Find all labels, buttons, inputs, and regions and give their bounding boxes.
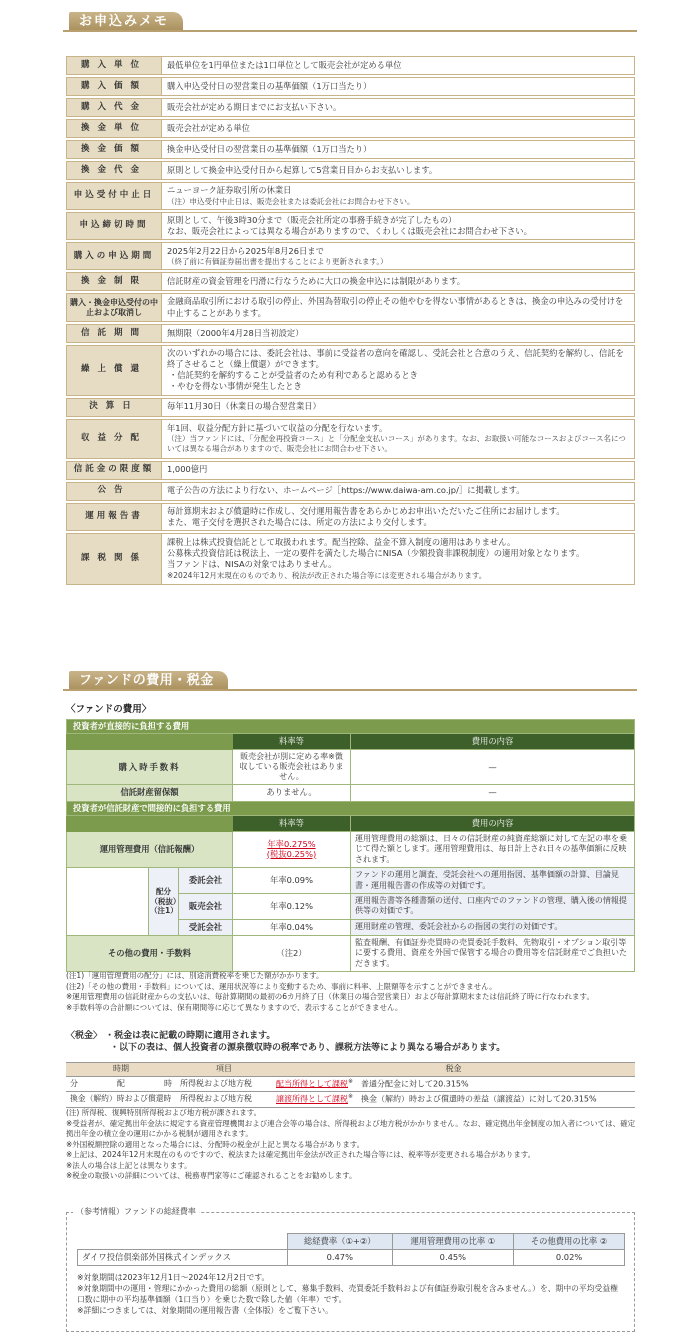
- tax-time: 分配時: [66, 1076, 176, 1091]
- tax-note: (注) 所得税、復興特別所得税および地方税が課されます。: [66, 1108, 262, 1117]
- section-underline: [63, 689, 637, 691]
- memo-value: [161, 182, 635, 210]
- tax-intro-2: ・以下の表は、個人投資者の源泉徴収時の税率であり、課税方法等により異なる場合があります。: [110, 1043, 506, 1054]
- memo-line: 公募株式投資信託は税法上、一定の要件を満たした場合にNISA（少額投資非課税制度）の適用対象となります。: [167, 548, 585, 559]
- tax-item: 所得税および地方税: [176, 1092, 272, 1107]
- memo-key: 購入代金: [66, 98, 161, 117]
- memo-line: ・信託契約を解約することが受益者のため有利であると認めるとき: [169, 370, 418, 381]
- tax-note: ※受益者が、確定拠出年金法に規定する資産管理機関および連合会等の場合は、所得税および地方税がかかりません。なお、確定拠出年金制度の加入者については、確定拠出年金の積立金の運用にかかる税制が適用されます。: [66, 1118, 636, 1138]
- reference-title: （参考情報）ファンドの総経費率: [73, 1207, 199, 1218]
- col-content: 費用の内容: [351, 815, 635, 831]
- memo-key: 購入・換金申込受付の中止および取消し: [66, 293, 161, 321]
- tax-item: 所得税および地方税: [176, 1076, 272, 1091]
- fees-heading: 〈ファンドの費用〉: [66, 704, 152, 715]
- tax-note: ※税金の取扱いの詳細については、税務専門家等にご確認されることをお勧めします。: [66, 1171, 357, 1180]
- alloc-label: 配分（税抜）（注1）: [149, 868, 179, 936]
- alloc-label-seller: 販売会社: [179, 893, 233, 919]
- memo-key: 公告: [66, 482, 161, 501]
- alloc-content-trustee: 運用財産の管理、委託会社からの指図の実行の対価です。: [351, 919, 635, 935]
- fee-group-direct: 投資者が直接的に負担する費用: [67, 720, 635, 734]
- memo-row: [66, 212, 635, 240]
- retention-label: 信託財産留保額: [67, 785, 233, 801]
- retention-rate: ありません。: [233, 785, 351, 801]
- memo-line: 無期限（2000年4月28日当初設定）: [167, 327, 304, 338]
- memo-key: 申込受付中止日: [66, 182, 161, 210]
- memo-note: ※2024年12月末現在のものであり、税法が改正された場合等には変更される場合があります。: [167, 570, 487, 580]
- memo-line: 2025年2月22日から2025年8月26日まで: [167, 245, 324, 256]
- tax-table: [66, 1062, 635, 1108]
- memo-line: 年1回、収益分配方針に基づいて収益の分配を行ないます。: [167, 422, 388, 433]
- tax-note: ※法人の場合は上記とは異なります。: [66, 1160, 192, 1170]
- memo-note: （終了前に有価証券届出書を提出することにより更新されます。）: [167, 256, 388, 266]
- memo-line: 金融商品取引所における取引の停止、外国為替取引の停止その他やむを得ない事情があるときは、換金の申込みの受付けを中止することがあります。: [167, 296, 624, 318]
- other-fee-rate: （注2）: [233, 935, 351, 971]
- section-header-memo: [63, 10, 637, 32]
- memo-line: 電子公告の方法により行ない、ホームページ［https://www.daiwa-am.co.jp/］に掲載します。: [167, 485, 525, 496]
- alloc-content-trustor: ファンドの運用と調査、受託会社への運用指図、基準価額の計算、目論見書・運用報告書の作成等の対価です。: [351, 868, 635, 894]
- memo-row: [66, 242, 635, 270]
- section-title-memo: お申込みメモ: [69, 12, 183, 32]
- tax-type: 譲渡所得として課税: [276, 1094, 348, 1104]
- retention-content: —: [351, 785, 635, 801]
- tax-notes: [66, 1108, 636, 1182]
- fee-note: (注2)「その他の費用・手数料」については、運用状況等により変動するため、事前に料率、上限額等を示すことができません。: [66, 981, 497, 991]
- memo-key: 課税関係: [66, 533, 161, 585]
- tax-heading: 〈税金〉: [66, 1031, 103, 1041]
- memo-key: 換金代金: [66, 161, 161, 180]
- tax-note: ※外国税額控除の適用となった場合には、分配時の税金が上記と異なる場合があります。: [66, 1139, 365, 1149]
- memo-key: 購入の申込期間: [66, 242, 161, 270]
- alloc-content-seller: 運用報告書等各種書類の送付、口座内でのファンドの管理、購入後の情報提供等の対価です。: [351, 893, 635, 919]
- expense-ratio-table: [77, 1233, 625, 1266]
- mgmt-rate-ex-tax: (税抜0.25%): [266, 848, 317, 859]
- memo-row: [66, 140, 635, 159]
- fee-group-indirect: 投資者が信託財産で間接的に負担する費用: [67, 801, 635, 815]
- memo-line: 原則として換金申込受付日から起算して5営業日目からお支払いします。: [167, 164, 438, 175]
- col-content: 費用の内容: [351, 734, 635, 750]
- reference-box: [66, 1207, 635, 1332]
- memo-line: 原則として、午後3時30分まで（販売会社所定の事務手続きが完了したもの）: [167, 215, 457, 225]
- col-rate: 料率等: [233, 815, 351, 831]
- memo-key: 収益分配: [66, 419, 161, 459]
- tax-time: 換金（解約）時および償還時: [66, 1092, 176, 1107]
- memo-row: [66, 398, 635, 417]
- memo-line: なお、販売会社によっては異なる場合がありますので、くわしくは販売会社にお問合わせ下さい。: [167, 226, 532, 237]
- ref-note: ※対象期間中の運用・管理にかかった費用の総額（原則として、募集手数料、売買委託手数料および有価証券取引税を含みません。）を、期中の平均受益権口数に期中の平均基準価額（1口当り）を乗じた数で除した値（年率）です。: [77, 1283, 618, 1304]
- alloc-label-trustee: 受託会社: [179, 919, 233, 935]
- memo-row: [66, 533, 635, 585]
- memo-key: 購入単位: [66, 56, 161, 75]
- memo-line: 換金申込受付日の翌営業日の基準価額（1万口当たり）: [167, 143, 372, 154]
- mgmt-rate: 年率0.275%: [267, 838, 316, 849]
- fee-table: [66, 719, 635, 972]
- section-underline: [63, 30, 637, 32]
- tax-note: ※上記は、2024年12月末現在のものですので、税法または確定拠出年金法が改正された場合等には、税率等が変更される場合があります。: [66, 1150, 536, 1159]
- memo-line: 販売会社が定める単位: [167, 122, 250, 133]
- memo-value: [161, 482, 635, 501]
- memo-key: 換金価額: [66, 140, 161, 159]
- memo-line: 販売会社が定める期日までにお支払い下さい。: [167, 101, 342, 112]
- memo-value: [161, 345, 635, 396]
- memo-key: 繰上償還: [66, 345, 161, 396]
- memo-row: [66, 272, 635, 291]
- memo-line: ・やむを得ない事情が発生したとき: [169, 381, 302, 392]
- memo-value: [161, 533, 635, 585]
- mgmt-content: 運用管理費用の総額は、日々の信託財産の純資産総額に対して左記の率を乗じて得た額とします。運用管理費用は、毎日計上され日々の基準価額に反映されます。: [351, 831, 635, 867]
- ratio-col-mgmt: 運用管理費用の比率 ①: [392, 1234, 514, 1250]
- memo-line: ニューヨーク証券取引所の休業日: [167, 185, 292, 196]
- memo-line: 信託財産の資金管理を円滑に行なうために大口の換金申込には制限があります。: [167, 276, 466, 287]
- memo-line: 課税上は株式投資信託として取扱われます。配当控除、益金不算入制度の適用はありません。: [167, 537, 516, 548]
- table-row: [66, 1092, 635, 1107]
- memo-value: [161, 503, 635, 531]
- ratio-other: 0.02%: [514, 1250, 625, 1266]
- tax-sup: ※: [348, 1077, 354, 1085]
- memo-row: [66, 461, 635, 480]
- memo-line: 最低単位を1円単位または1口単位として販売会社が定める単位: [167, 59, 402, 70]
- memo-value: [161, 272, 635, 291]
- memo-key: 換金単位: [66, 119, 161, 138]
- memo-line: 1,000億円: [167, 464, 208, 475]
- memo-row: [66, 161, 635, 180]
- ratio-col-total: 総経費率（①+②）: [288, 1234, 393, 1250]
- ref-note: ※対象期間は2023年12月1日～2024年12月2日です。: [77, 1273, 270, 1282]
- tax-intro-1: ・税金は表に記載の時期に適用されます。: [105, 1031, 276, 1041]
- memo-key: 購入価額: [66, 77, 161, 96]
- memo-row: [66, 77, 635, 96]
- memo-value: [161, 98, 635, 117]
- purchase-fee-label: 購入時手数料: [67, 750, 233, 785]
- memo-row: [66, 324, 635, 343]
- memo-row: [66, 56, 635, 75]
- tax-desc: 普通分配金に対して20.315%: [361, 1079, 469, 1089]
- memo-value: [161, 324, 635, 343]
- table-row: [66, 1076, 635, 1091]
- ratio-col-other: その他費用の比率 ②: [514, 1234, 625, 1250]
- memo-value: [161, 242, 635, 270]
- memo-row: [66, 503, 635, 531]
- memo-key: 信託期間: [66, 324, 161, 343]
- tax-type: 配当所得として課税: [276, 1079, 348, 1089]
- tax-sup: ※: [348, 1093, 354, 1101]
- memo-line: 毎年11月30日（休業日の場合翌営業日）: [167, 401, 321, 412]
- memo-line: 毎計算期末および償還時に作成し、交付運用報告書をあらかじめお申出いただいたご住所にお届けします。: [167, 505, 565, 516]
- ref-notes: [77, 1273, 625, 1317]
- purchase-fee-content: —: [351, 750, 635, 785]
- ratio-mgmt: 0.45%: [392, 1250, 514, 1266]
- fee-note: (注1)「運用管理費用の配分」には、別途消費税率を乗じた額がかかります。: [66, 971, 324, 980]
- ratio-total: 0.47%: [288, 1250, 393, 1266]
- purchase-fee-rate: 販売会社が別に定める率※徴収している販売会社はありません。: [233, 750, 351, 785]
- memo-value: [161, 461, 635, 480]
- memo-line: また、電子交付を選択された場合には、所定の方法により交付します。: [167, 516, 432, 527]
- alloc-rate-seller: 年率0.12%: [233, 893, 351, 919]
- memo-value: [161, 119, 635, 138]
- fee-note: ※運用管理費用の信託財産からの支払いは、毎計算期間の最初の6カ月終了日（休業日の場合翌営業日）および毎計算期末または信託終了時に行なわれます。: [66, 992, 594, 1001]
- memo-value: [161, 140, 635, 159]
- memo-line: 購入申込受付日の翌営業日の基準価額（1万口当たり）: [167, 80, 372, 91]
- memo-value: [161, 419, 635, 459]
- memo-row: [66, 419, 635, 459]
- table-row: [78, 1250, 625, 1266]
- tax-col-tax: 税金: [272, 1063, 635, 1077]
- memo-key: 申込締切時間: [66, 212, 161, 240]
- fee-note: ※手数料等の合計額については、保有期間等に応じて異なりますので、表示することができません。: [66, 1002, 403, 1012]
- tax-intro: [66, 1030, 636, 1054]
- memo-note: （注）申込受付中止日は、販売会社または委託会社にお問合わせ下さい。: [167, 196, 415, 206]
- tax-col-time: 時期: [66, 1063, 176, 1077]
- memo-row: [66, 482, 635, 501]
- memo-value: [161, 56, 635, 75]
- memo-row: [66, 345, 635, 396]
- tax-desc: 換金（解約）時および償還時の差益（譲渡益）に対して20.315%: [361, 1094, 597, 1104]
- memo-row: [66, 98, 635, 117]
- memo-note: （注）当ファンドには、「分配金再投資コース」と「分配金支払いコース」があります。なお、お取扱い可能なコースおよびコース名については異なる場合がありますので、販売会社にお問合わせ下さい。: [167, 433, 626, 454]
- memo-row: [66, 293, 635, 321]
- alloc-rate-trustee: 年率0.04%: [233, 919, 351, 935]
- mgmt-label: 運用管理費用（信託報酬）: [67, 831, 233, 867]
- ref-note: ※詳細につきましては、対象期間の運用報告書（全体版）をご覧下さい。: [77, 1305, 333, 1315]
- memo-key: 決算日: [66, 398, 161, 417]
- alloc-label-trustor: 委託会社: [179, 868, 233, 894]
- memo-key: 運用報告書: [66, 503, 161, 531]
- memo-value: [161, 161, 635, 180]
- memo-line: 次のいずれかの場合には、委託会社は、事前に受益者の意向を確認し、受託会社と合意のうえ、信託契約を解約し、信託を終了させること（繰上償還）ができます。: [167, 347, 624, 369]
- memo-key: 信託金の限度額: [66, 461, 161, 480]
- memo-value: [161, 212, 635, 240]
- ratio-fund-name: ダイワ投信倶楽部外国株式インデックス: [78, 1250, 288, 1266]
- alloc-rate-trustor: 年率0.09%: [233, 868, 351, 894]
- memo-value: [161, 77, 635, 96]
- section-title-fees: ファンドの費用・税金: [69, 671, 228, 691]
- memo-row: [66, 182, 635, 210]
- tax-col-item: 項目: [176, 1063, 272, 1077]
- section-header-fees: [63, 669, 637, 691]
- memo-table: [66, 54, 635, 587]
- memo-row: [66, 119, 635, 138]
- other-fee-content: 監査報酬、有価証券売買時の売買委託手数料、先物取引・オプション取引等に要する費用、資産を外国で保管する場合の費用等を信託財産でご負担いただきます。: [351, 935, 635, 971]
- fee-notes: [66, 971, 636, 1013]
- col-rate: 料率等: [233, 734, 351, 750]
- memo-line: 当ファンドは、NISAの対象ではありません。: [167, 559, 337, 570]
- memo-value: [161, 398, 635, 417]
- memo-key: 換金制限: [66, 272, 161, 291]
- memo-value: [161, 293, 635, 321]
- other-fee-label: その他の費用・手数料: [67, 935, 233, 971]
